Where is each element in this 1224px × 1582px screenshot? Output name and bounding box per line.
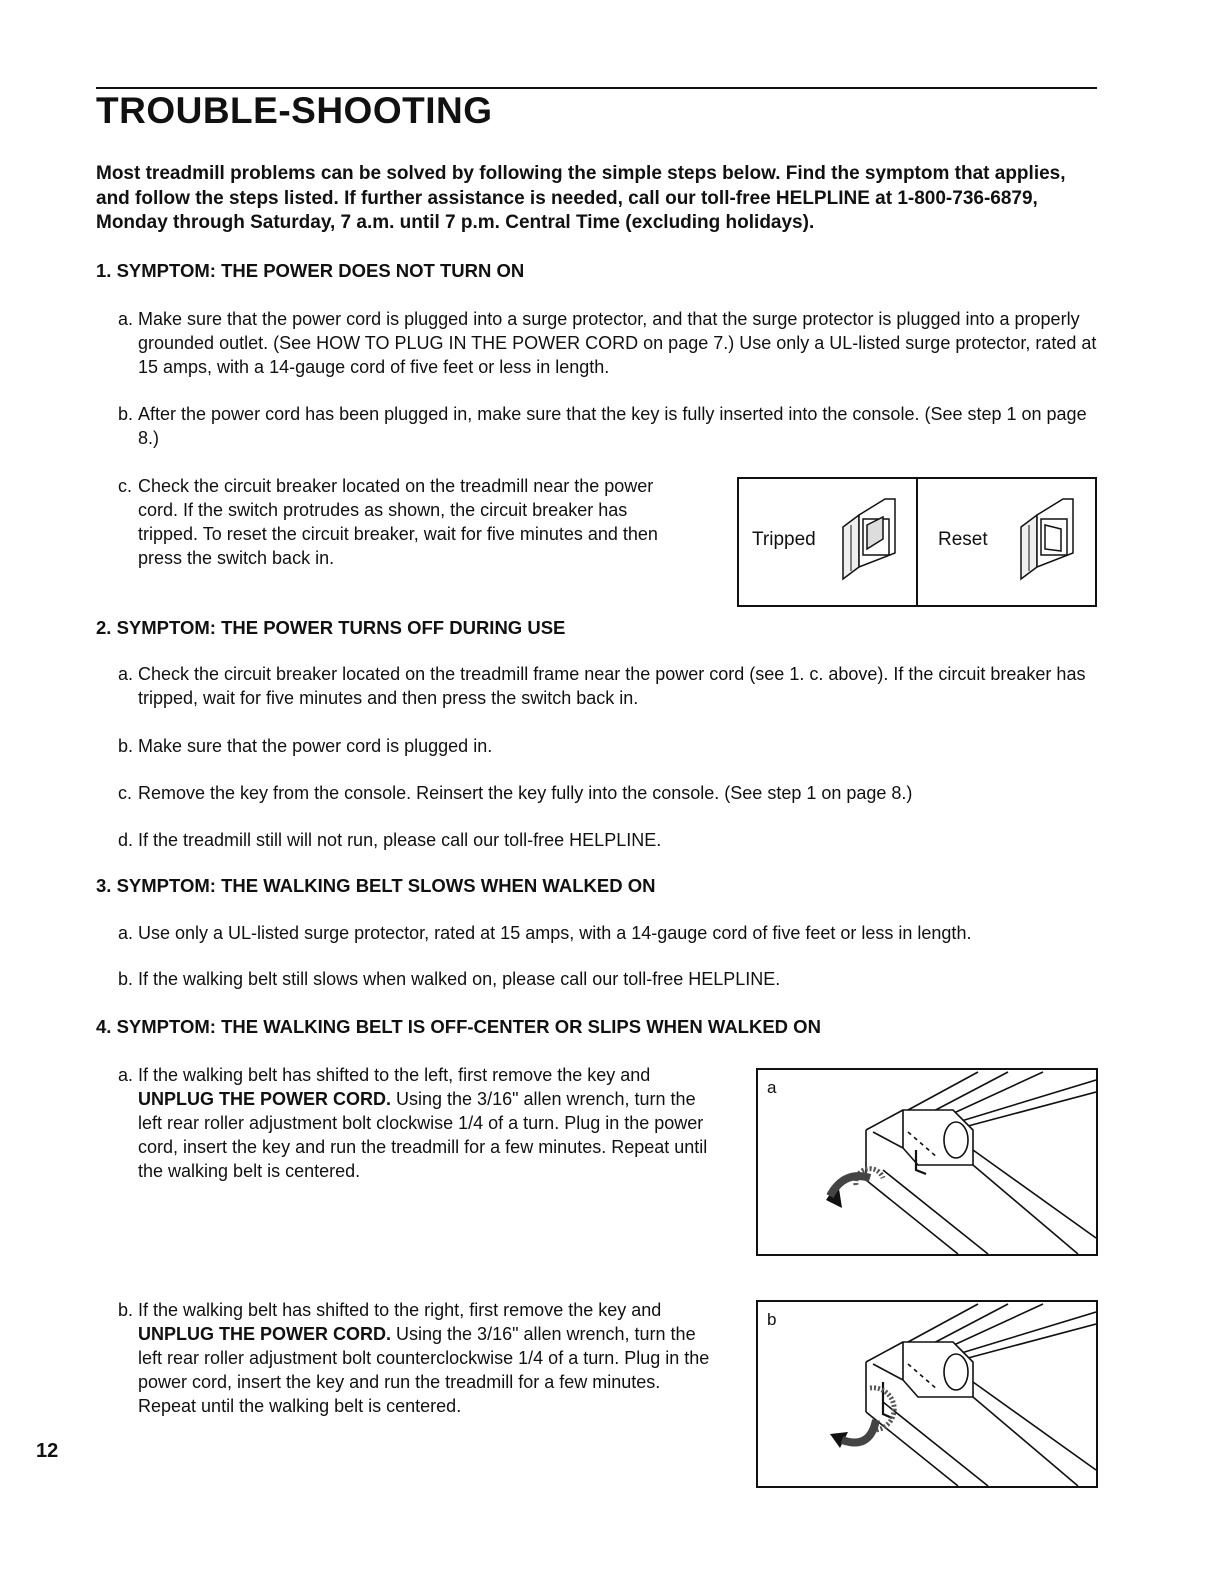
page-title: TROUBLE-SHOOTING <box>96 90 493 131</box>
roller-bolt-clockwise-icon <box>758 1070 1096 1254</box>
tripped-label: Tripped <box>752 529 816 550</box>
symptom-2-step-a: a. Check the circuit breaker located on the treadmill frame near the power cord (see 1. c. above). If the circuit breaker has tripped, wait for five minutes and then press the switch back in. <box>118 664 1086 708</box>
page-number: 12 <box>36 1440 59 1462</box>
intro-paragraph: Most treadmill problems can be solved by following the simple steps below. Find the symptom that applies, and follow the steps listed. If further assistance is needed, call our toll-free HELPLINE at 1-800-736-6879, Monday through Saturday, 7 a.m. until 7 p.m. Central Time (excluding holidays). <box>96 163 1066 233</box>
symptom-2-step-b: b. Make sure that the power cord is plugged in. <box>118 736 493 756</box>
symptom-3-step-a: a. Use only a UL-listed surge protector, rated at 15 amps, with a 14-gauge cord of five feet or less in length. <box>118 923 972 943</box>
symptom-1-step-a: a. Make sure that the power cord is plugged into a surge protector, and that the surge protector is plugged into a properly grounded outlet. (See HOW TO PLUG IN THE POWER CORD on page 7.) Use only a UL-listed surge protector, rated at 15 amps, with a 14-gauge cord of five feet or less in length. <box>118 309 1097 377</box>
tripped-switch-icon <box>839 495 899 587</box>
breaker-divider <box>916 479 918 605</box>
reset-switch-icon <box>1017 495 1077 587</box>
symptom-2-heading: 2. SYMPTOM: THE POWER TURNS OFF DURING USE <box>96 617 566 638</box>
symptom-1-step-b: b. After the power cord has been plugged in, make sure that the key is fully inserted into the console. (See step 1 on page 8.) <box>118 404 1087 448</box>
symptom-2-step-c: c. Remove the key from the console. Reinsert the key fully into the console. (See step 1 on page 8.) <box>118 783 913 803</box>
figure-b <box>756 1300 1098 1488</box>
symptom-4-step-b: b. If the walking belt has shifted to the right, first remove the key and UNPLUG THE POWER CORD. Using the 3/16" allen wrench, turn the left rear roller adjustment bolt counterclockwise 1/4 of a turn. Plug in the power cord, insert the key and run the treadmill for a few minutes. Repeat until the walking belt is centered. <box>118 1300 710 1416</box>
symptom-1-step-c: c. Check the circuit breaker located on the treadmill near the power cord. If the switch protrudes as shown, the circuit breaker has tripped. To reset the circuit breaker, wait for five minutes and then press the switch back in. <box>118 476 658 568</box>
symptom-1-heading: 1. SYMPTOM: THE POWER DOES NOT TURN ON <box>96 260 525 281</box>
symptom-4-step-a: a. If the walking belt has shifted to the left, first remove the key and UNPLUG THE POWER CORD. Using the 3/16" allen wrench, turn the left rear roller adjustment bolt clockwise 1/4 of a turn. Plug in the power cord, insert the key and run the treadmill for a few minutes. Repeat until the walking belt is centered. <box>118 1065 708 1181</box>
symptom-3-step-b: b. If the walking belt still slows when walked on, please call our toll-free HELPLINE. <box>118 969 781 989</box>
symptom-3-heading: 3. SYMPTOM: THE WALKING BELT SLOWS WHEN WALKED ON <box>96 875 656 896</box>
roller-bolt-counterclockwise-icon <box>758 1302 1096 1486</box>
figure-a <box>756 1068 1098 1256</box>
circuit-breaker-figure <box>737 477 1097 607</box>
figure-a-label: a <box>767 1078 777 1097</box>
symptom-4-heading: 4. SYMPTOM: THE WALKING BELT IS OFF-CENTER OR SLIPS WHEN WALKED ON <box>96 1016 821 1037</box>
title-rule <box>96 87 1097 89</box>
figure-b-label: b <box>767 1310 777 1329</box>
reset-label: Reset <box>938 529 988 550</box>
symptom-2-step-d: d. If the treadmill still will not run, please call our toll-free HELPLINE. <box>118 830 662 850</box>
